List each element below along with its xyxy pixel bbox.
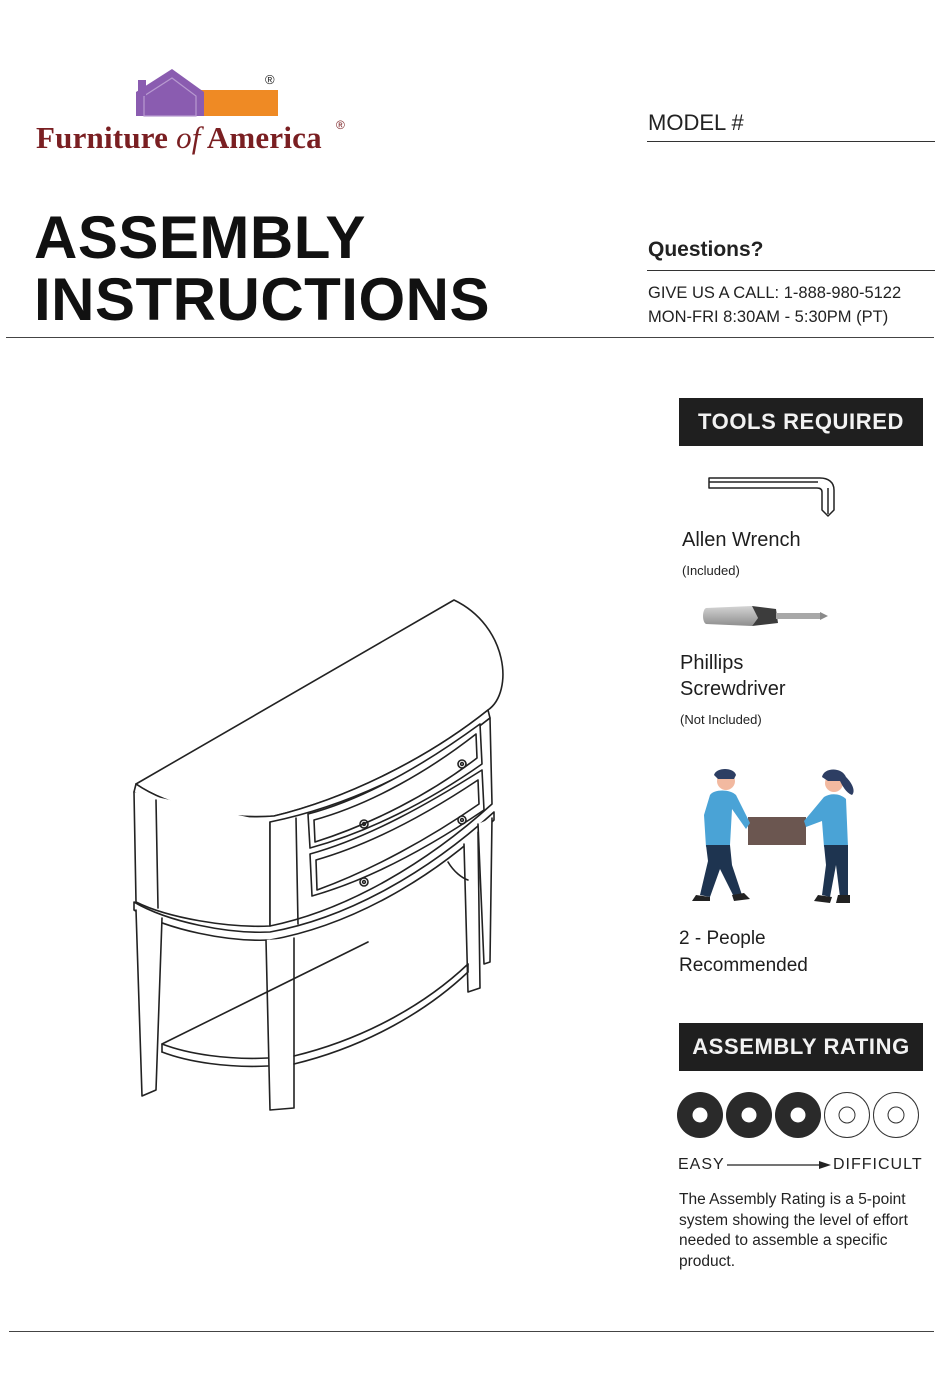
footer-divider — [9, 1331, 934, 1332]
assembly-rating-description: The Assembly Rating is a 5-point system showing the level of effort needed to assemble a specific product. — [679, 1191, 908, 1270]
two-people-carrying-icon — [676, 765, 872, 913]
brand-registered-mark: ® — [336, 118, 345, 132]
console-table-illustration — [128, 592, 518, 1117]
questions-rule — [647, 270, 935, 271]
scale-difficult-label: DIFFICULT — [833, 1156, 923, 1173]
people-recommended-label — [679, 926, 849, 980]
hours-line: MON-FRI 8:30AM - 5:30PM (PT) — [648, 308, 889, 326]
screwdriver-note: (Not Included) — [680, 712, 762, 727]
logo-registered-mark: ® — [265, 72, 275, 87]
header-divider — [6, 337, 934, 338]
page-title-line2: INSTRUCTIONS — [34, 266, 490, 333]
screwdriver-label: Phillips Screwdriver — [680, 652, 786, 700]
people-count-text: 2 - People — [679, 928, 766, 949]
screwdriver-icon — [700, 598, 832, 634]
people-recommended-text: Recommended — [679, 954, 808, 976]
rating-dot-1 — [677, 1092, 723, 1138]
furniture-of-america-logo-icon — [134, 66, 284, 122]
assembly-rating-scale — [677, 1092, 923, 1142]
allen-wrench-label: Allen Wrench — [682, 529, 801, 551]
allen-wrench-note: (Included) — [682, 563, 740, 578]
phone-line: GIVE US A CALL: 1-888-980-5122 — [648, 284, 902, 302]
rating-dot-5 — [873, 1092, 919, 1138]
scale-arrow-icon — [727, 1159, 831, 1171]
model-number-rule — [647, 141, 935, 142]
page-title-line1: ASSEMBLY — [34, 204, 366, 271]
assembly-rating-banner: ASSEMBLY RATING — [679, 1023, 923, 1071]
model-number-label: MODEL # — [648, 110, 744, 135]
tools-required-banner: TOOLS REQUIRED — [679, 398, 923, 446]
allen-wrench-icon — [706, 474, 840, 520]
scale-easy-label: EASY — [678, 1156, 725, 1173]
rating-dot-4 — [824, 1092, 870, 1138]
rating-dot-3 — [775, 1092, 821, 1138]
questions-heading: Questions? — [648, 238, 764, 261]
brand-name: Furniture of America — [36, 120, 322, 155]
rating-dot-2 — [726, 1092, 772, 1138]
